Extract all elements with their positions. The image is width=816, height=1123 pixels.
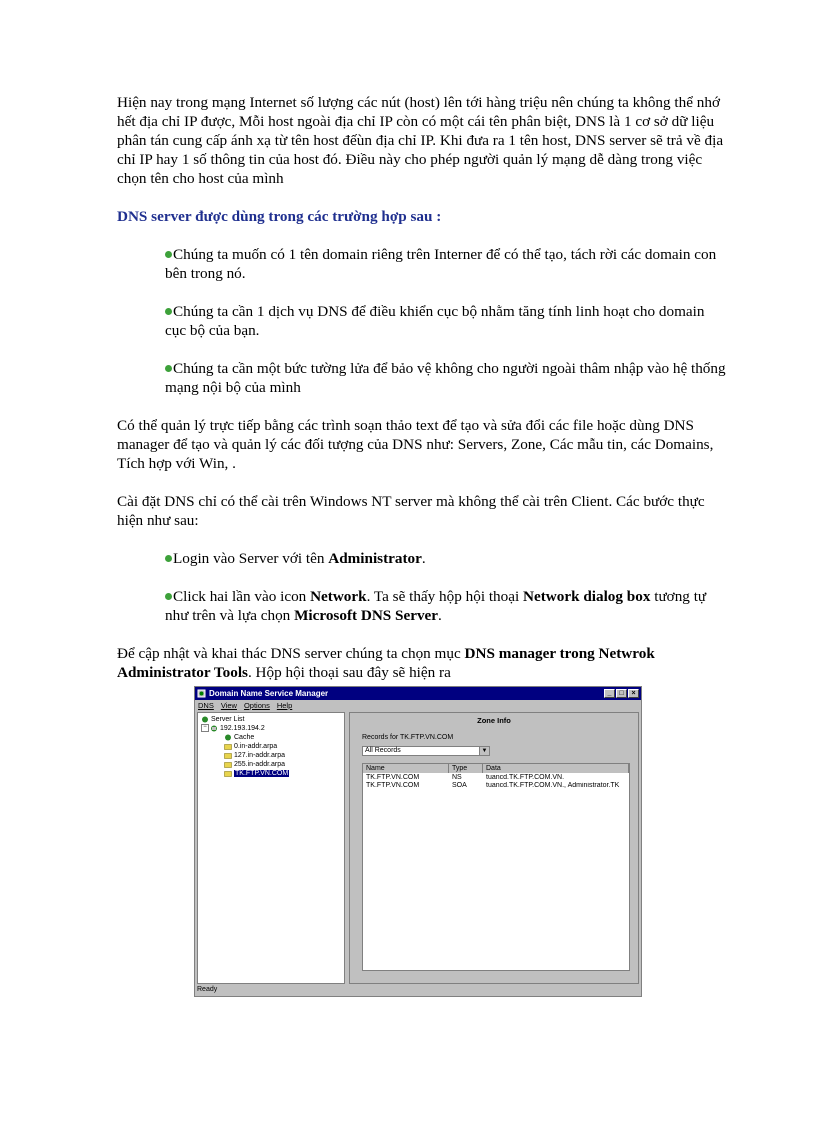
- window-titlebar: [195, 687, 641, 700]
- bullet-icon: [165, 555, 172, 562]
- folder-icon: [224, 743, 232, 750]
- bullet-icon: [165, 308, 172, 315]
- intro-paragraph: Hiện nay trong mạng Internet số lượng các nút (host) lên tới hàng triệu nên chúng ta không thể nhớ hết địa chỉ IP được, Mỗi host ngoài địa chỉ IP còn có một cái tên phân biệt, DNS là 1 cơ sở dữ liệu phân tán cung cấp ánh xạ từ tên host đếùn địa chỉ IP. Khi đưa ra 1 tên host, DNS server sẽ trả về địa chỉ IP hay 1 số thông tin của host đó. Điều này cho phép người quản lý mạng dễ dàng trong việc chọn tên cho host của mình: [117, 94, 724, 187]
- dns-manager-window: [194, 686, 642, 997]
- list-item: Chúng ta muốn có 1 tên domain riêng trên Interner để có thể tạo, tách rời các domain con bên trong nó.: [165, 246, 717, 282]
- app-icon: [197, 689, 206, 698]
- column-header-name[interactable]: Name: [363, 764, 449, 773]
- table-cell[interactable]: TK.FTP.VN.COM: [366, 782, 420, 789]
- manage-paragraph: Có thể quản lý trực tiếp bằng các trình soạn thảo text để tạo và sửa đổi các file hoặc dùng DNS manager để tạo và quản lý các đối tượng của DNS như: Servers, Zone, Các mẫu tin, các Domains, Tích hợp với Win, .: [117, 417, 714, 472]
- column-header-type[interactable]: Type: [449, 764, 483, 773]
- tree-item-cache[interactable]: Cache: [224, 733, 254, 742]
- table-cell[interactable]: TK.FTP.VN.COM: [366, 774, 420, 781]
- list-item: Login vào Server với tên Administrator.: [165, 549, 727, 568]
- final-paragraph: Để cập nhật và khai thác DNS server chúng ta chọn mục DNS manager trong Netwrok Administrator Tools. Hộp hội thoại sau đây sẽ hiện ra: [117, 645, 655, 681]
- tree-item-zone[interactable]: 127.in-addr.arpa: [224, 751, 285, 760]
- tree-item-server-list[interactable]: Server List: [201, 715, 244, 724]
- tree-item-zone[interactable]: 0.in-addr.arpa: [224, 742, 277, 751]
- steps-list: [117, 549, 727, 625]
- records-for-label: Records for TK.FTP.VN.COM: [362, 734, 454, 741]
- globe-icon: [224, 734, 232, 741]
- maximize-button[interactable]: □: [616, 689, 627, 698]
- status-bar: Ready: [197, 986, 218, 993]
- list-item: Chúng ta cần một bức tường lửa để bảo vệ không cho người ngoài thâm nhập vào hệ thống mạng nội bộ của mình: [165, 360, 726, 396]
- tree-item-zone[interactable]: 255.in-addr.arpa: [224, 760, 285, 769]
- column-header-data[interactable]: Data: [483, 764, 629, 773]
- window-title: Domain Name Service Manager: [209, 689, 329, 698]
- zone-info-title: Zone Info: [477, 716, 511, 725]
- chevron-down-icon[interactable]: ▼: [479, 747, 489, 755]
- list-item: Click hai lần vào icon Network. Ta sẽ thấy hộp hội thoại Network dialog box tương tự như trên và lựa chọn Microsoft DNS Server.: [165, 588, 707, 624]
- folder-icon: [224, 770, 232, 777]
- close-button[interactable]: ×: [628, 689, 639, 698]
- zone-info-pane: [349, 712, 639, 984]
- folder-icon: [224, 761, 232, 768]
- collapse-icon[interactable]: −: [201, 724, 209, 732]
- table-cell[interactable]: tuancd.TK.FTP.COM.VN., Administrator.TK: [486, 782, 620, 789]
- records-filter-select[interactable]: All Records ▼: [362, 746, 490, 756]
- server-list-icon: [201, 716, 209, 723]
- table-cell[interactable]: NS: [452, 774, 462, 781]
- menu-view[interactable]: View: [220, 701, 237, 710]
- table-cell[interactable]: SOA: [452, 782, 467, 789]
- tree-item-zone-selected[interactable]: TK.FTP.VN.COM: [224, 769, 289, 778]
- menu-dns[interactable]: DNS: [198, 701, 214, 710]
- bullet-icon: [165, 593, 172, 600]
- menu-help[interactable]: Help: [276, 701, 293, 710]
- minimize-button[interactable]: _: [604, 689, 615, 698]
- section-heading: DNS server được dùng trong các trường hợp sau :: [117, 208, 442, 225]
- server-tree: [197, 712, 345, 984]
- menu-options[interactable]: Options: [243, 701, 270, 710]
- folder-icon: [224, 752, 232, 759]
- list-item: Chúng ta cần 1 dịch vụ DNS để điều khiển cục bộ nhằm tăng tính linh hoạt cho domain cục bộ của bạn.: [165, 303, 705, 339]
- menu-bar: [195, 700, 641, 711]
- document-body: [117, 93, 727, 682]
- server-icon: [210, 725, 218, 732]
- table-cell[interactable]: tuancd.TK.FTP.COM.VN.: [486, 774, 565, 781]
- uses-list: [117, 245, 727, 397]
- bullet-icon: [165, 251, 172, 258]
- bullet-icon: [165, 365, 172, 372]
- install-paragraph: Cài đặt DNS chỉ có thể cài trên Windows NT server mà không thể cài trên Client. Các bước thực hiện như sau:: [117, 493, 705, 529]
- records-table: [362, 763, 630, 971]
- tree-item-server[interactable]: − 192.193.194.2: [201, 724, 265, 733]
